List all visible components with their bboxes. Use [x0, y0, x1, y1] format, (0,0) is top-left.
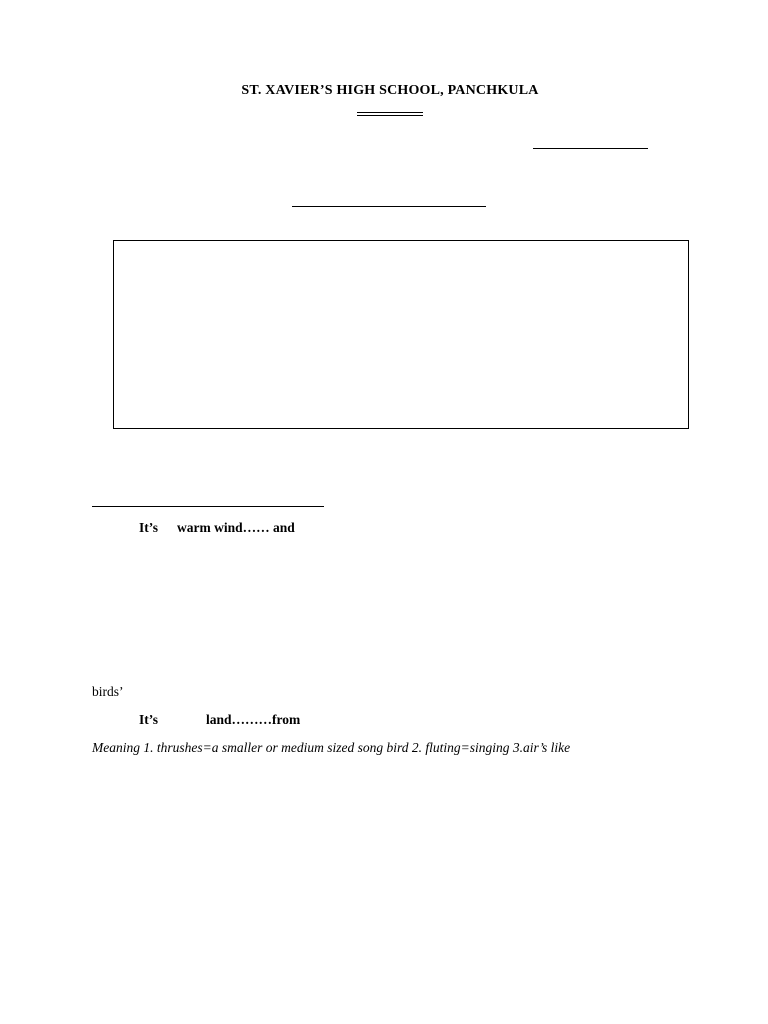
school-title: ST. XAVIER’S HIGH SCHOOL, PANCHKULA — [241, 83, 539, 98]
poem-line-2: birds’ — [92, 684, 124, 699]
instructions-box — [113, 240, 689, 429]
poem-line-1-end: warm wind…… and — [177, 520, 295, 535]
date-blank-line — [533, 148, 648, 149]
title-double-underline — [357, 112, 423, 116]
poem-line-3-end: land………from — [206, 712, 301, 727]
poem-line-1-start: It’s — [139, 520, 158, 535]
heading-blank-line — [292, 206, 486, 207]
section-blank-line — [92, 506, 324, 507]
poem-line-3-start: It’s — [139, 712, 158, 727]
meaning-line: Meaning 1. thrushes=a smaller or medium sized song bird 2. fluting=singing 3.air’s like — [92, 740, 571, 755]
